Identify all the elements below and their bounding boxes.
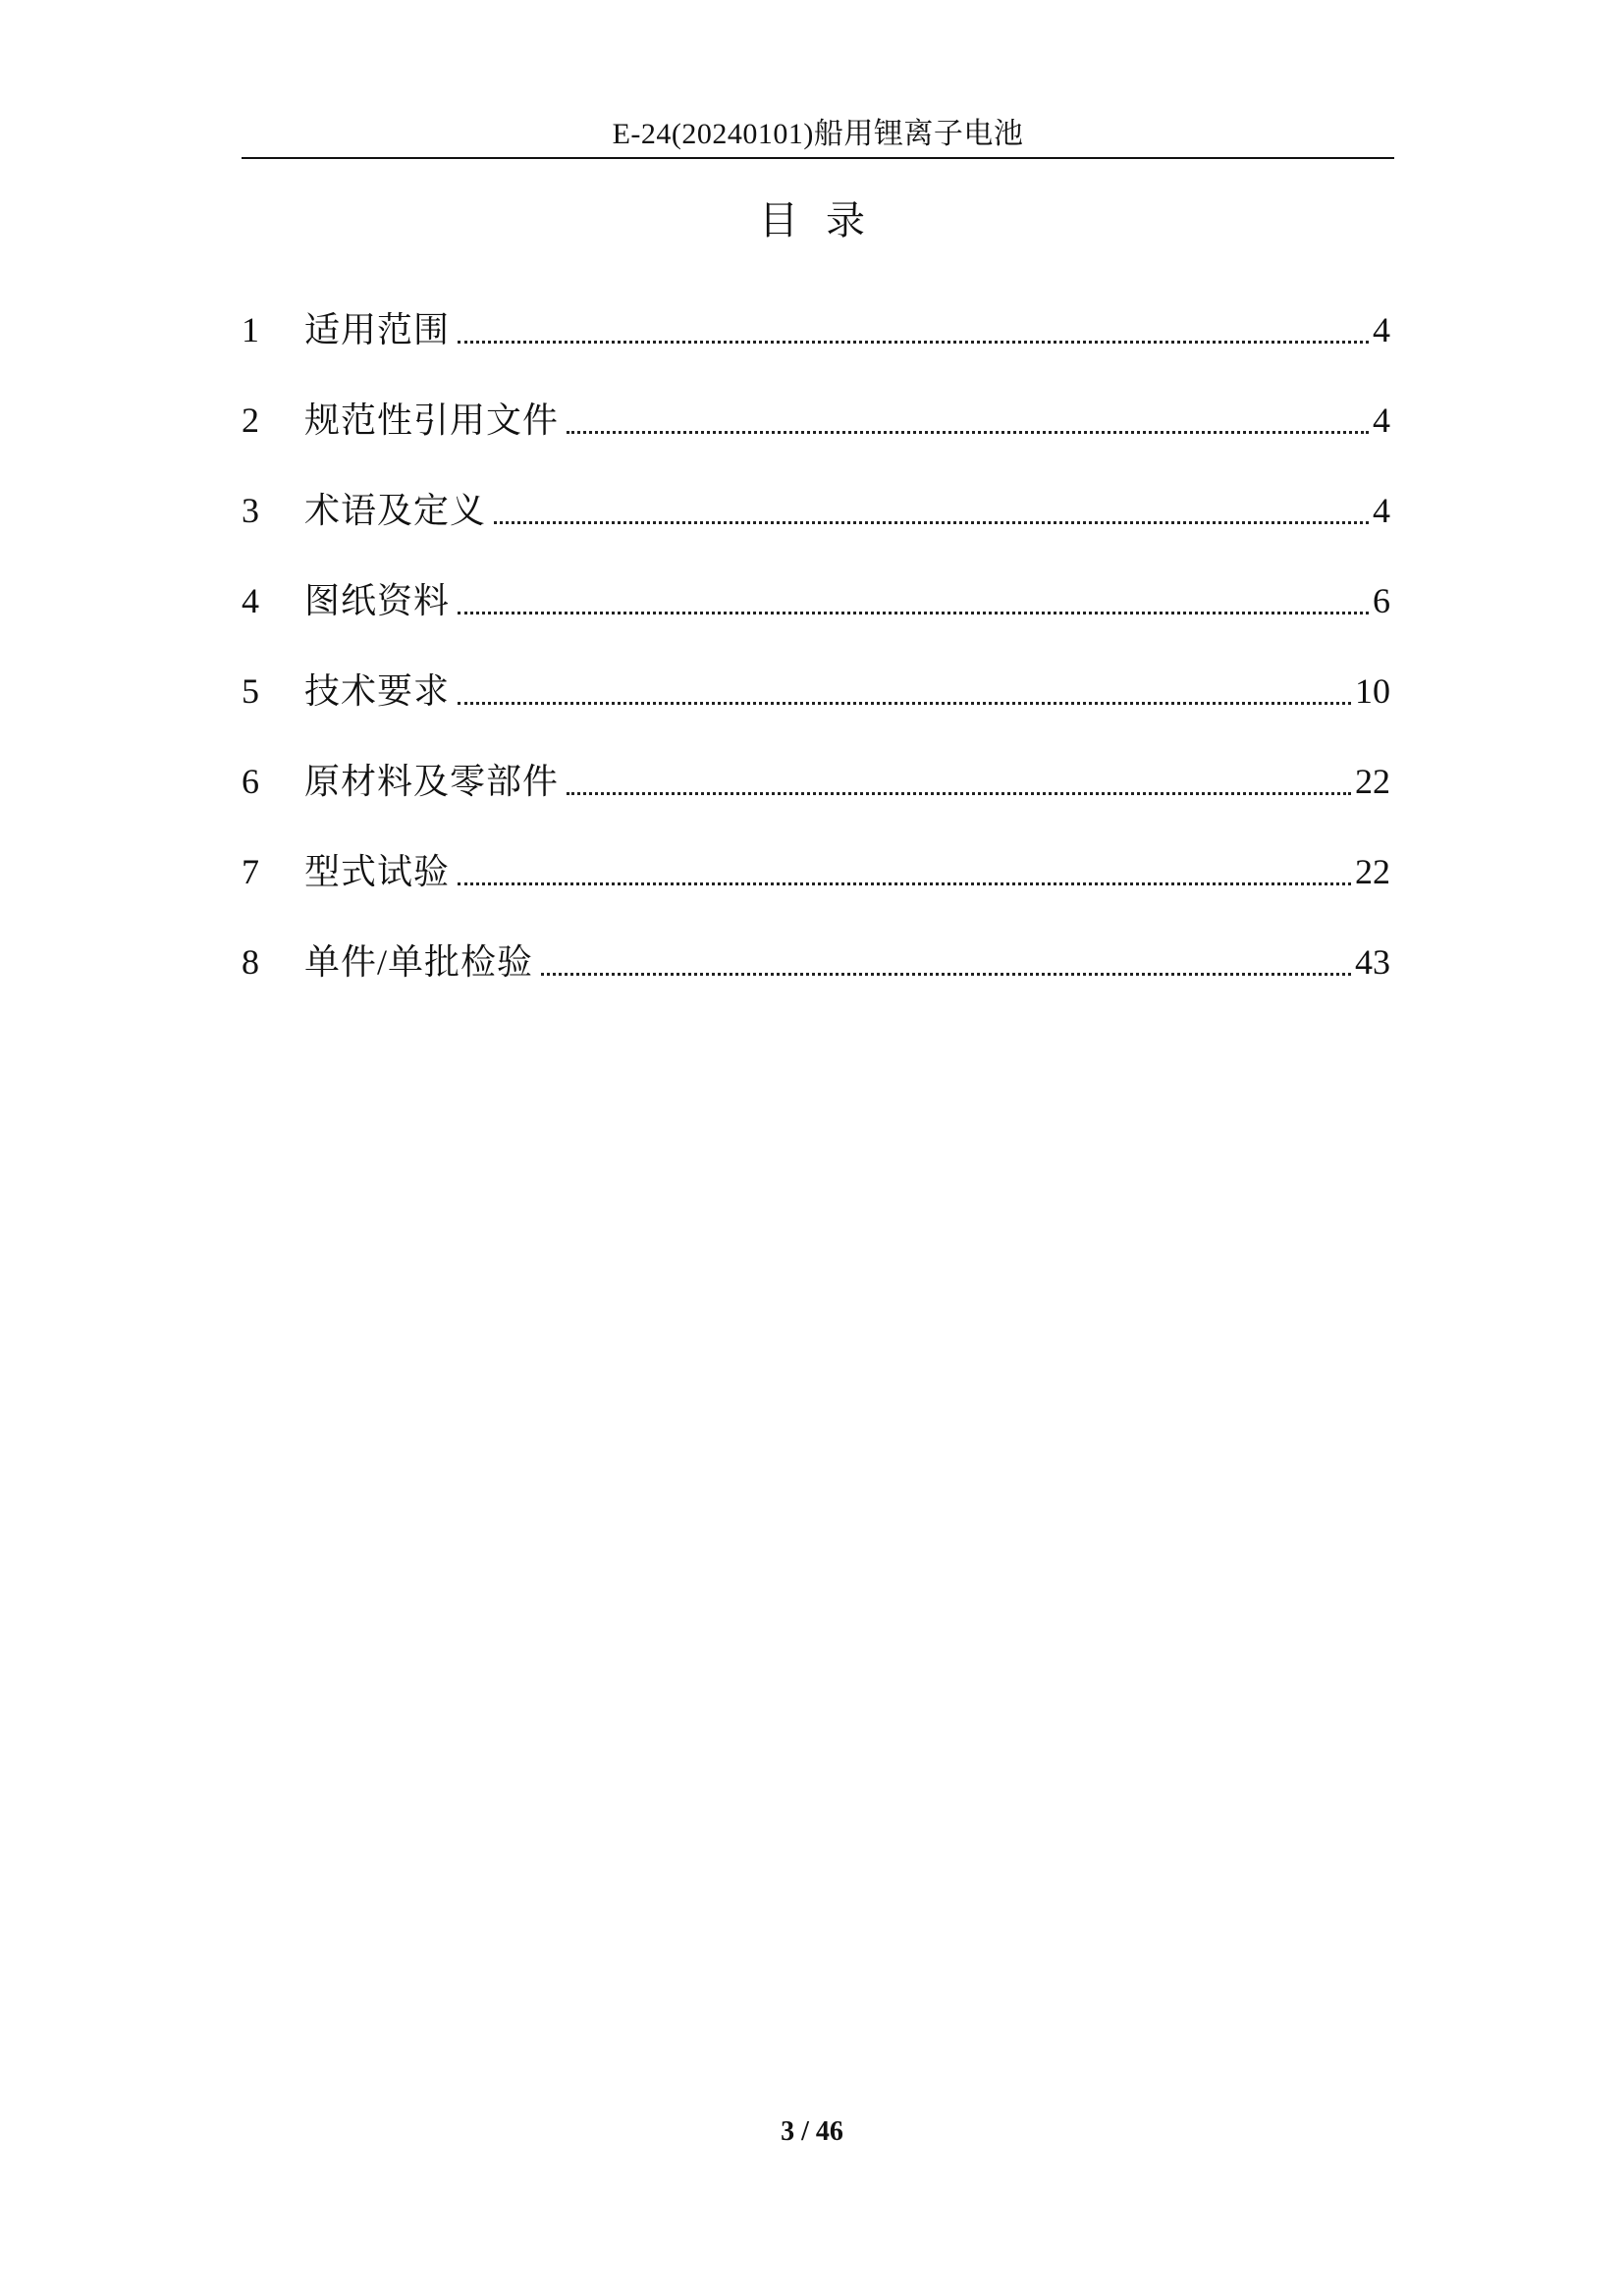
toc-entry[interactable] <box>242 827 1390 917</box>
toc-dot-leader <box>458 341 1369 344</box>
toc-entry[interactable] <box>242 646 1390 736</box>
toc-entry-number: 8 <box>242 942 259 982</box>
toc-entry-title: 原材料及零部件 <box>304 762 560 801</box>
toc-entry-page: 4 <box>1373 400 1390 440</box>
page-number: 3 / 46 <box>781 2116 843 2147</box>
toc-entry-title: 适用范围 <box>304 310 451 349</box>
toc-entry-page: 22 <box>1355 852 1390 891</box>
toc-dot-leader <box>567 792 1351 795</box>
toc-entry-page: 4 <box>1373 310 1390 349</box>
toc-entry-number: 4 <box>242 581 259 620</box>
table-of-contents <box>242 285 1390 1007</box>
header-divider <box>242 157 1394 159</box>
toc-entry[interactable] <box>242 556 1390 646</box>
toc-entry-number: 3 <box>242 491 259 530</box>
toc-entry-number: 2 <box>242 400 259 440</box>
toc-entry-page: 10 <box>1355 671 1390 711</box>
toc-entry-title: 单件/单批检验 <box>304 942 534 982</box>
toc-entry-number: 7 <box>242 852 259 891</box>
toc-dot-leader <box>458 882 1351 885</box>
toc-entry-page: 43 <box>1355 942 1390 982</box>
toc-entry-title: 型式试验 <box>304 852 451 891</box>
toc-entry[interactable] <box>242 465 1390 556</box>
toc-entry-title: 术语及定义 <box>304 491 487 530</box>
toc-entry-number: 6 <box>242 762 259 801</box>
toc-dot-leader <box>567 431 1369 434</box>
toc-dot-leader <box>494 521 1369 524</box>
toc-entry[interactable] <box>242 285 1390 375</box>
toc-entry[interactable] <box>242 736 1390 827</box>
toc-entry-title: 图纸资料 <box>304 581 451 620</box>
document-header: E-24(20240101)船用锂离子电池 <box>612 118 1024 150</box>
toc-title: 目录 <box>759 198 893 242</box>
toc-entry-page: 22 <box>1355 762 1390 801</box>
toc-entry[interactable] <box>242 375 1390 465</box>
toc-entry-title: 技术要求 <box>304 671 451 711</box>
toc-dot-leader <box>541 973 1351 976</box>
toc-dot-leader <box>458 612 1369 614</box>
toc-entry[interactable] <box>242 917 1390 1007</box>
toc-dot-leader <box>458 702 1351 705</box>
toc-entry-number: 1 <box>242 310 259 349</box>
toc-entry-page: 6 <box>1373 581 1390 620</box>
toc-entry-title: 规范性引用文件 <box>304 400 560 440</box>
toc-entry-number: 5 <box>242 671 259 711</box>
toc-entry-page: 4 <box>1373 491 1390 530</box>
